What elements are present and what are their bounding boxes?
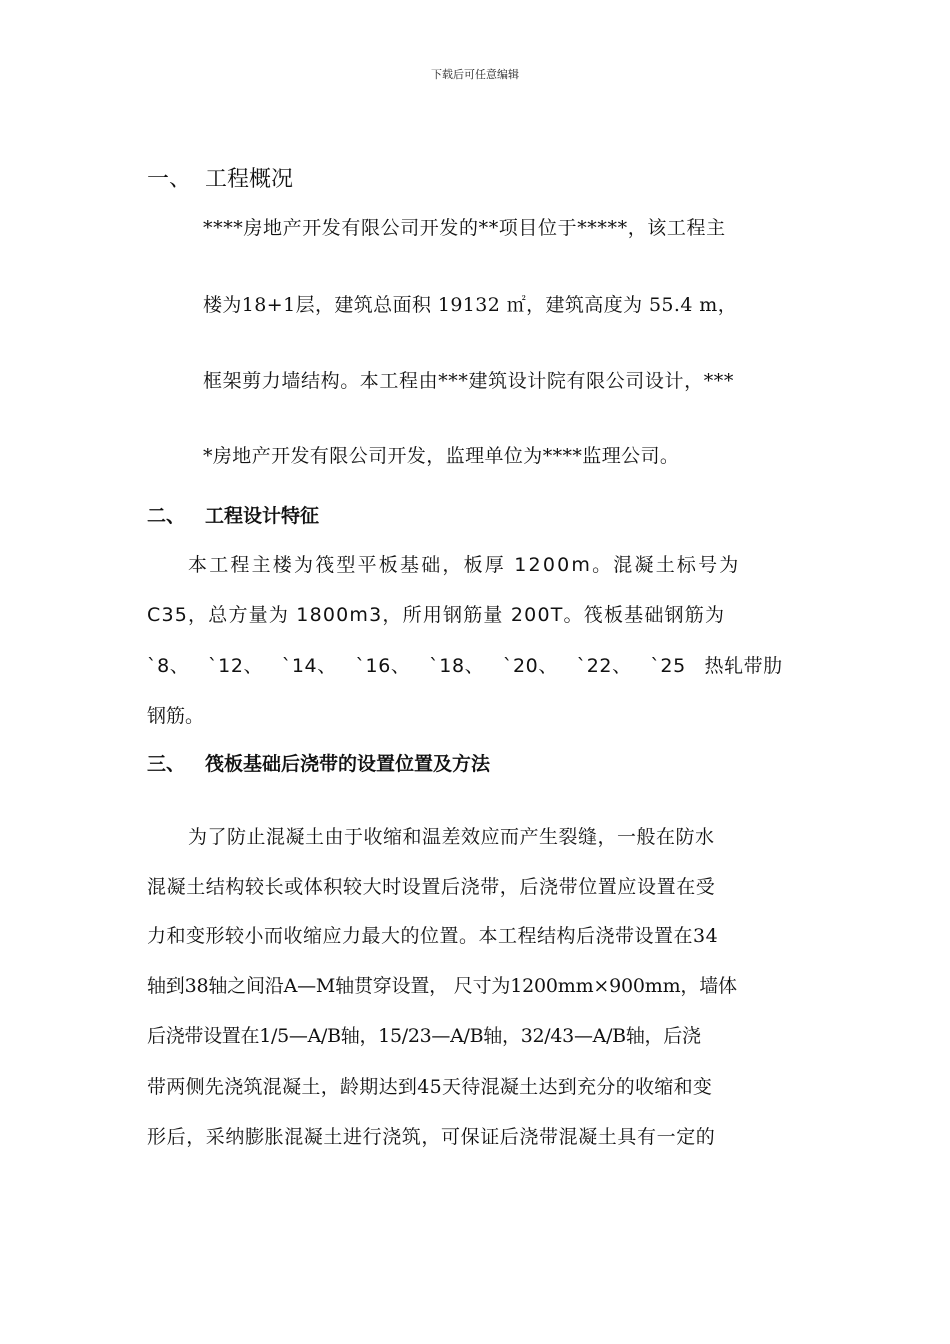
- paragraph-line: 后浇带设置在1/5—A/B轴，15/23—A/B轴，32/43—A/B轴，后浇: [147, 1025, 701, 1047]
- paragraph-line: *房地产开发有限公司开发，监理单位为****监理公司。: [203, 445, 680, 467]
- section-heading-2: [147, 501, 319, 528]
- paragraph-line: 轴到38轴之间沿A—M轴贯穿设置， 尺寸为1200mm×900mm，墙体: [147, 975, 737, 997]
- section-heading-3: [147, 749, 490, 776]
- section-title: 筏板基础后浇带的设置位置及方法: [205, 753, 491, 775]
- paragraph-line: 力和变形较小而收缩应力最大的位置。本工程结构后浇带设置在34: [147, 925, 719, 947]
- paragraph-line: C35，总方量为 1800m3，所用钢筋量 200T。筏板基础钢筋为: [147, 604, 726, 626]
- paragraph-line: ****房地产开发有限公司开发的**项目位于*****，该工程主: [203, 217, 726, 239]
- paragraph-line: 为了防止混凝土由于收缩和温差效应而产生裂缝，一般在防水: [188, 826, 715, 848]
- paragraph-line: 混凝土结构较长或体积较大时设置后浇带，后浇带位置应设置在受: [147, 876, 716, 898]
- paragraph-line: 楼为18+1层，建筑总面积 19132 ㎡，建筑高度为 55.4 m，: [203, 294, 738, 316]
- paragraph-line: 钢筋。: [147, 705, 205, 727]
- section-title: 工程设计特征: [205, 505, 320, 527]
- page-header: 下载后可任意编辑: [431, 68, 519, 81]
- section-title: 工程概况: [205, 167, 294, 192]
- section-number: 三、: [147, 753, 186, 775]
- section-heading-1: [147, 162, 293, 193]
- paragraph-line: 形后，采纳膨胀混凝土进行浇筑，可保证后浇带混凝土具有一定的: [147, 1126, 716, 1148]
- paragraph-line: 带两侧先浇筑混凝土，龄期达到45天待混凝土达到充分的收缩和变: [147, 1076, 713, 1098]
- paragraph-line: 本工程主楼为筏型平板基础，板厚 1200m。混凝土标号为: [188, 554, 741, 576]
- section-number: 一、: [147, 167, 192, 192]
- paragraph-line: 框架剪力墙结构。本工程由***建筑设计院有限公司设计，***: [203, 370, 735, 392]
- section-number: 二、: [147, 505, 186, 527]
- paragraph-line: `8、 `12、 `14、 `16、 `18、 `20、 `22、 `25 热轧带肋: [147, 655, 783, 677]
